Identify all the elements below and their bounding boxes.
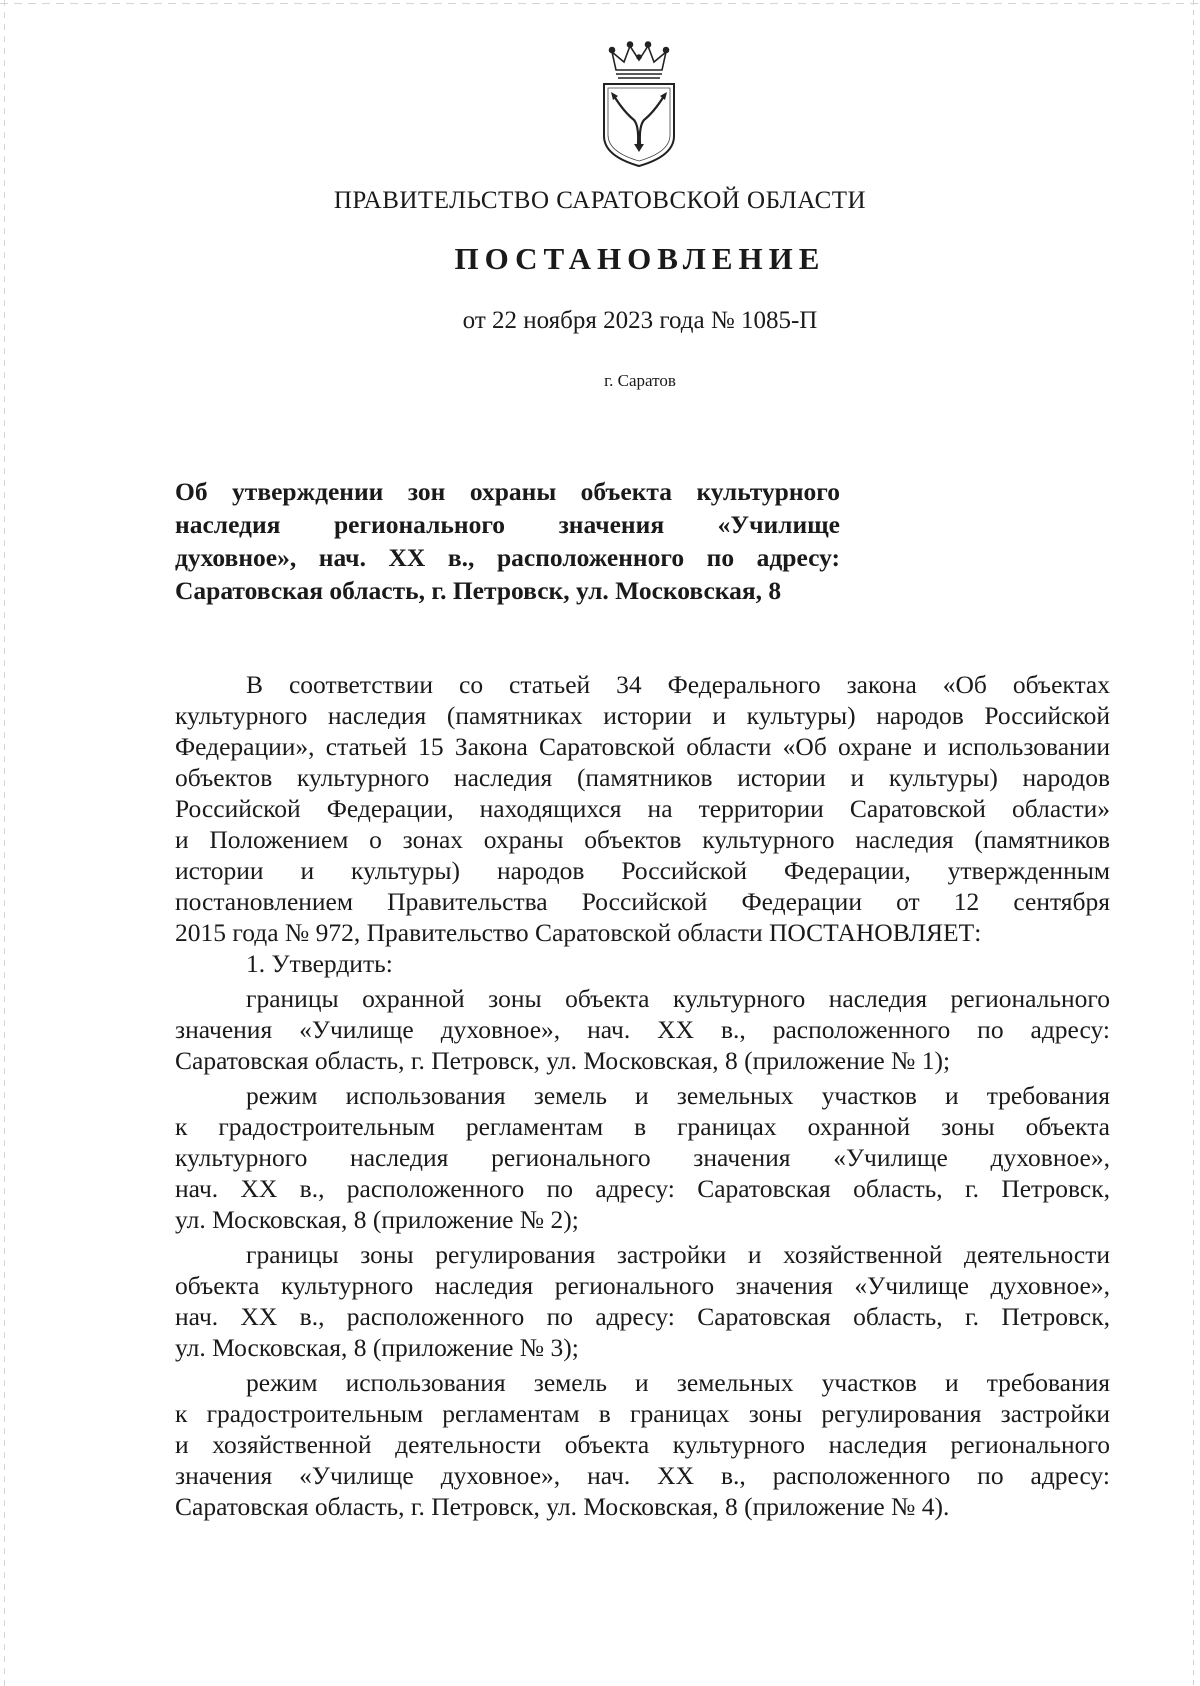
coat-of-arms-emblem	[594, 40, 684, 170]
document-date-number: от 22 ноября 2023 года № 1085-П	[462, 307, 818, 334]
text-line: ул. Московская, 8 (приложение № 2);	[175, 1205, 579, 1234]
text-line: Российской Федерации, находящихся на территории Саратовской области»	[175, 794, 1110, 823]
title-line: духовное», нач. XX в., расположенного по адресу:	[175, 543, 840, 572]
item-paragraph-2	[175, 1080, 1110, 1235]
scan-edge-top	[0, 3, 1200, 4]
text-line: режим использования земель и земельных участков и требования	[246, 1081, 1110, 1110]
text-line: объекта культурного наследия регионального значения «Училище духовное»,	[175, 1271, 1110, 1300]
text-line: Саратовская область, г. Петровск, ул. Московская, 8 (приложение № 1);	[175, 1046, 951, 1075]
document-type: ПОСТАНОВЛЕНИЕ	[454, 241, 826, 276]
text-line: 2015 года № 972, Правительство Саратовской области ПОСТАНОВЛЯЕТ:	[175, 918, 982, 947]
text-line: нач. XX в., расположенного по адресу: Саратовская область, г. Петровск,	[175, 1174, 1110, 1203]
text-line: Федерации», статьей 15 Закона Саратовской области «Об охране и использовании	[175, 732, 1110, 761]
item-paragraph-4	[175, 1367, 1110, 1522]
text-line: к градостроительным регламентам в границах зоны регулирования застройки	[175, 1399, 1110, 1428]
item-heading: 1. Утвердить:	[246, 949, 393, 978]
document-body	[175, 669, 1110, 1522]
text-line: к градостроительным регламентам в границах охранной зоны объекта	[175, 1112, 1110, 1141]
text-line: В соответствии со статьей 34 Федерального закона «Об объектах	[246, 670, 1110, 699]
preamble-paragraph	[175, 669, 1110, 948]
text-line: объектов культурного наследия (памятников истории и культуры) народов	[175, 763, 1110, 792]
issuing-authority: ПРАВИТЕЛЬСТВО САРАТОВСКОЙ ОБЛАСТИ	[333, 187, 867, 214]
document-title	[175, 475, 840, 607]
text-line: постановлением Правительства Российской Федерации от 12 сентября	[175, 887, 1110, 916]
text-line: границы зоны регулирования застройки и хозяйственной деятельности	[246, 1240, 1110, 1269]
text-line: значения «Училище духовное», нач. XX в., расположенного по адресу:	[175, 1015, 1110, 1044]
document-city: г. Саратов	[604, 371, 676, 390]
title-line: Об утверждении зон охраны объекта культурного	[175, 477, 840, 506]
text-line: и Положением о зонах охраны объектов культурного наследия (памятников	[175, 825, 1110, 854]
text-line: культурного наследия регионального значения «Училище духовное»,	[175, 1143, 1110, 1172]
title-line: Саратовская область, г. Петровск, ул. Московская, 8	[175, 576, 782, 605]
text-line: границы охранной зоны объекта культурного наследия регионального	[246, 984, 1110, 1013]
text-line: культурного наследия (памятниках истории и культуры) народов Российской	[175, 701, 1110, 730]
text-line: значения «Училище духовное», нач. XX в., расположенного по адресу:	[175, 1461, 1110, 1490]
text-line: и хозяйственной деятельности объекта культурного наследия регионального	[175, 1430, 1110, 1459]
text-line: истории и культуры) народов Российской Федерации, утвержденным	[175, 856, 1110, 885]
text-line: нач. XX в., расположенного по адресу: Саратовская область, г. Петровск,	[175, 1302, 1110, 1331]
title-line: наследия регионального значения «Училище	[175, 510, 840, 539]
text-line: Саратовская область, г. Петровск, ул. Московская, 8 (приложение № 4).	[175, 1492, 950, 1521]
item-paragraph-3	[175, 1239, 1110, 1363]
item-paragraph-1	[175, 983, 1110, 1076]
text-line: ул. Московская, 8 (приложение № 3);	[175, 1333, 579, 1362]
text-line: режим использования земель и земельных участков и требования	[246, 1368, 1110, 1397]
